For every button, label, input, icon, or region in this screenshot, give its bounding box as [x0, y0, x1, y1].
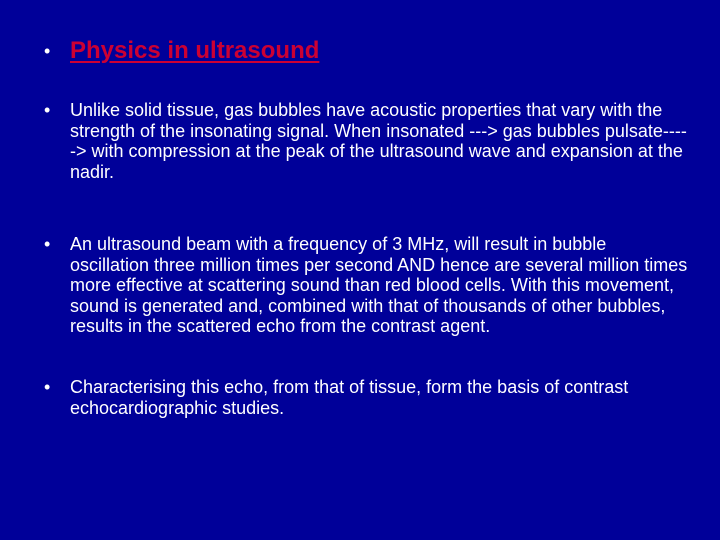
- bullet-text: An ultrasound beam with a frequency of 3 MHz, will result in bubble oscillation three million times per second AND hence are several million times more effective at scattering sound than red blood cells. With this movement, sound is generated and, combined with that of thousands of other bubbles, results in the scattered echo from the contrast agent.: [70, 234, 688, 337]
- bullet-point-1: [44, 100, 694, 182]
- title-row: [44, 37, 319, 65]
- bullet-point-2: [44, 234, 694, 337]
- bullet-text: Unlike solid tissue, gas bubbles have acoustic properties that vary with the strength of the insonating signal. When insonated ---> gas bubbles pulsate-----> with compression at the peak of the ultrasound wave and expansion at the nadir.: [70, 100, 687, 182]
- bullet-text: Characterising this echo, from that of tissue, form the basis of contrast echocardiographic studies.: [70, 377, 629, 418]
- bullet-marker: •: [44, 377, 51, 397]
- bullet-marker: •: [44, 100, 51, 120]
- bullet-point-3: [44, 377, 694, 418]
- bullet-marker: •: [44, 234, 51, 254]
- slide-title: Physics in ultrasound: [70, 37, 320, 64]
- title-bullet: •: [44, 41, 51, 61]
